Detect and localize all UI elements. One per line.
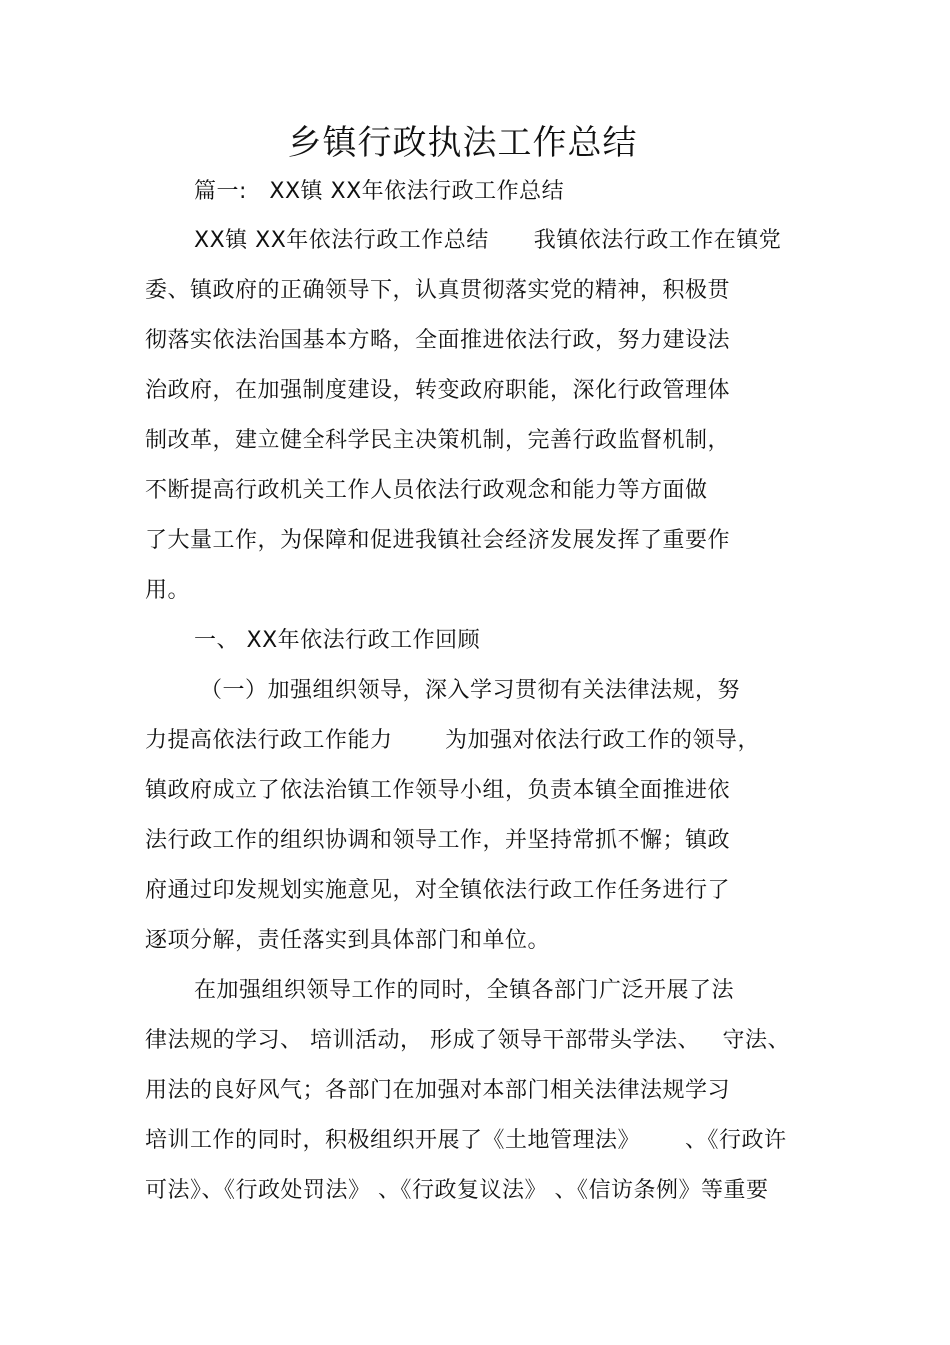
paragraph-line: 在加强组织领导工作的同时，全镇各部门广泛开展了法 [194,978,735,1003]
paragraph-line: 培训工作的同时，积极组织开展了《土地管理法》 、《行政许 [145,1128,787,1153]
paragraph-line: 彻落实依法治国基本方略，全面推进依法行政，努力建设法 [145,328,731,353]
paragraph-line: 用法的良好风气；各部门在加强对本部门相关法律法规学习 [145,1078,731,1103]
paragraph-line: 用。 [145,578,191,603]
paragraph-line: 不断提高行政机关工作人员依法行政观念和能力等方面做 [145,478,708,503]
paragraph-line: 力提高依法行政工作能力 为加强对依法行政工作的领导， [145,728,760,753]
paragraph-line: 制改革，建立健全科学民主决策机制，完善行政监督机制， [145,428,731,453]
paragraph-line: 法行政工作的组织协调和领导工作，并坚持常抓不懈；镇政 [145,828,731,853]
paragraph-line: 委、镇政府的正确领导下，认真贯彻落实党的精神，积极贯 [145,278,731,303]
paragraph-line: XX镇 XX年依法行政工作总结 我镇依法行政工作在镇党 [194,228,782,253]
paragraph-line: 镇政府成立了依法治镇工作领导小组，负责本镇全面推进依 [145,778,731,803]
subsection-heading: （一）加强组织领导，深入学习贯彻有关法律法规，努 [200,678,741,703]
paragraph-line: 了大量工作，为保障和促进我镇社会经济发展发挥了重要作 [145,528,731,553]
paragraph-line: 逐项分解，责任落实到具体部门和单位。 [145,928,551,953]
section-heading: 篇一: XX镇 XX年依法行政工作总结 [194,179,565,204]
paragraph-line: 可法》、《行政处罚法》 、《行政复议法》 、《信访条例》等重要 [145,1178,769,1203]
section-heading: 一、 XX年依法行政工作回顾 [194,628,481,653]
paragraph-line: 府通过印发规划实施意见，对全镇依法行政工作任务进行了 [145,878,731,903]
document-title: 乡镇行政执法工作总结 [287,123,638,163]
paragraph-line: 律法规的学习、 培训活动， 形成了领导干部带头学法、 守法、 [145,1028,790,1053]
paragraph-line: 治政府，在加强制度建设，转变政府职能，深化行政管理体 [145,378,731,403]
